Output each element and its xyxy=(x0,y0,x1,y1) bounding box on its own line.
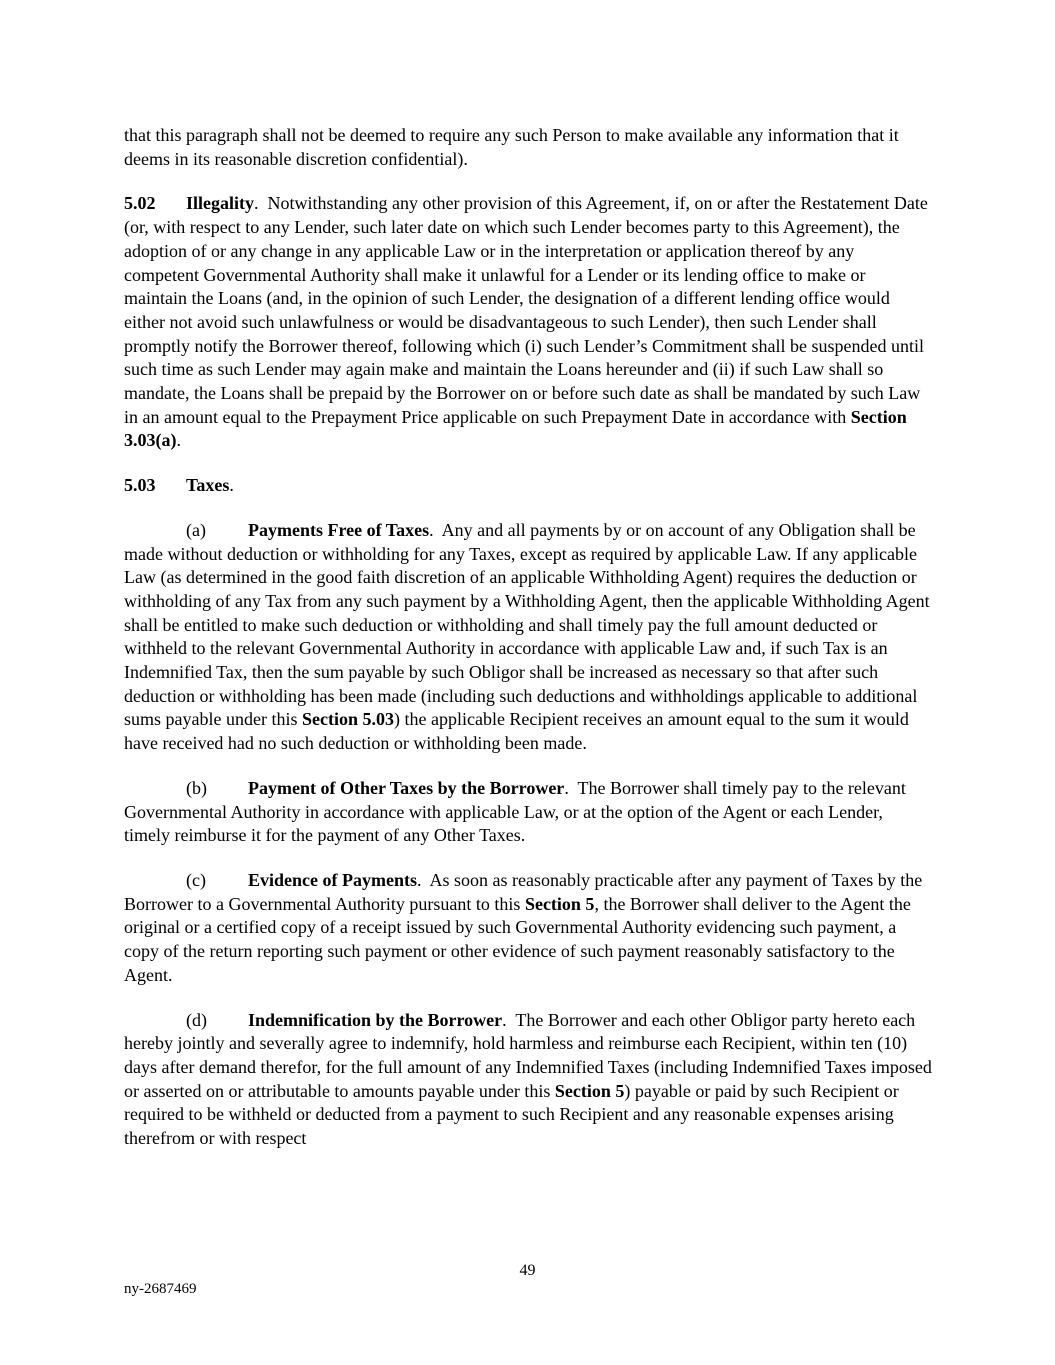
subsection-label: (d) xyxy=(186,1009,207,1030)
section-title: Illegality xyxy=(186,193,254,214)
subsection-d: (d) Indemnification by the Borrower. The Borrower and each other Obligor party hereto each hereby jointly and severally agree to indemnify, hold harmless and reimburse each Recipient, within ten (10) days after demand therefor, for the full amount of any Indemnified Taxes (including Indemnified Taxes imposed or asserted on or attributable to amounts payable under this Section 5) payable or paid by such Recipient or required to be withheld or deducted from a payment to such Recipient and any reasonable expenses arising therefrom or with respect xyxy=(124,1009,932,1149)
subsection-label: (a) xyxy=(186,519,206,540)
subsection-text-cont: ) payable or paid by such Recipient or required to be withheld or deducted from a payment to such Recipient and any reasonable expenses arising therefrom or with respect xyxy=(124,1080,899,1149)
section-5-03-heading: 5.03 Taxes. xyxy=(124,474,932,498)
subsection-text: Any and all payments by or on account of any Obligation shall be made without deduction or withholding for any Taxes, except as required by applicable Law. If any applicable Law (as determined in the good faith discretion of an applicable Withholding Agent) requires the deduction or withholding of any Tax from any such payment by a Withholding Agent, then the applicable Withholding Agent shall be entitled to make such deduction or withholding and shall timely pay the full amount deducted or withheld to the relevant Governmental Authority in accordance with applicable Law and, if such Tax is an Indemnified Tax, then the sum payable by such Obligor shall be increased as necessary so that after such deduction or withholding has been made (including such deductions and withholdings applicable to additional sums payable under this xyxy=(124,519,930,730)
subsection-b: (b) Payment of Other Taxes by the Borrower. The Borrower shall timely pay to the relevant Governmental Authority in accordance with applicable Law, or at the option of the Agent or each Lender, timely reimburse it for the payment of any Other Taxes. xyxy=(124,777,906,846)
subsection-text-cont: ) the applicable Recipient receives an amount equal to the sum it would have received had no such deduction or withholding been made. xyxy=(124,709,909,754)
subsection-title: Payment of Other Taxes by the Borrower xyxy=(248,777,565,798)
document-page xyxy=(124,124,932,1151)
subsection-title: Payments Free of Taxes xyxy=(248,519,430,540)
page-number: 49 xyxy=(519,1262,536,1279)
continuation-paragraph: that this paragraph shall not be deemed to require any such Person to make available any information that it deems in its reasonable discretion confidential). xyxy=(124,125,899,169)
section-number: 5.02 xyxy=(124,193,156,214)
section-title: Taxes xyxy=(186,475,230,496)
section-text: Notwithstanding any other provision of this Agreement, if, on or after the Restatement Date (or, with respect to any Lender, such later date on which such Lender becomes party to this Agreement), the adoption of or any change in any applicable Law or in the interpretation or application thereof by any competent Governmental Authority shall make it unlawful for a Lender or its lending office to make or maintain the Loans (and, in the opinion of such Lender, the designation of a different lending office would either not avoid such unlawfulness or would be disadvantageous to such Lender), then such Lender shall promptly notify the Borrower thereof, following which (i) such Lender’s Commitment shall be suspended until such time as such Lender may again make and maintain the Loans hereunder and (ii) if such Law shall so mandate, the Loans shall be prepaid by the Borrower on or before such date as shall be mandated by such Law in an amount equal to the Prepayment Price applicable on such Prepayment Date in accordance with xyxy=(124,193,928,427)
subsection-title: Evidence of Payments xyxy=(248,869,417,890)
document-id: ny-2687469 xyxy=(124,1281,197,1297)
subsection-label: (b) xyxy=(186,777,207,798)
section-reference: Section 5 xyxy=(524,893,595,914)
subsection-text: As soon as reasonably practicable after any payment of Taxes by the Borrower to a Governmental Authority pursuant to this xyxy=(124,869,923,914)
subsection-text: The Borrower shall timely pay to the relevant Governmental Authority in accordance with applicable Law, or at the option of the Agent or each Lender, timely reimburse it for the payment of any Other Taxes. xyxy=(124,777,906,846)
subsection-c: (c) Evidence of Payments. As soon as reasonably practicable after any payment of Taxes by the Borrower to a Governmental Authority pursuant to this Section 5, the Borrower shall deliver to the Agent the original or a certified copy of a receipt issued by such Governmental Authority evidencing such payment, a copy of the return reporting such payment or other evidence of such payment reasonably satisfactory to the Agent. xyxy=(124,869,923,985)
subsection-title: Indemnification by the Borrower xyxy=(248,1009,503,1030)
subsection-a: (a) Payments Free of Taxes. Any and all payments by or on account of any Obligation shall be made without deduction or withholding for any Taxes, except as required by applicable Law. If any applicable Law (as determined in the good faith discretion of an applicable Withholding Agent) requires the deduction or withholding of any Tax from any such payment by a Withholding Agent, then the applicable Withholding Agent shall be entitled to make such deduction or withholding and shall timely pay the full amount deducted or withheld to the relevant Governmental Authority in accordance with applicable Law and, if such Tax is an Indemnified Tax, then the sum payable by such Obligor shall be increased as necessary so that after such deduction or withholding has been made (including such deductions and withholdings applicable to additional sums payable under this Section 5.03) the applicable Recipient receives an amount equal to the sum it would have received had no such deduction or withholding been made. xyxy=(124,519,930,754)
section-reference: Section 5.03 xyxy=(301,709,394,730)
section-5-02: 5.02 Illegality. Notwithstanding any other provision of this Agreement, if, on or after the Restatement Date (or, with respect to any Lender, such later date on which such Lender becomes party to this Agreement), the adoption of or any change in any applicable Law or in the interpretation or application thereof by any competent Governmental Authority shall make it unlawful for a Lender or its lending office to make or maintain the Loans (and, in the opinion of such Lender, the designation of a different lending office would either not avoid such unlawfulness or would be disadvantageous to such Lender), then such Lender shall promptly notify the Borrower thereof, following which (i) such Lender’s Commitment shall be suspended until such time as such Lender may again make and maintain the Loans hereunder and (ii) if such Law shall so mandate, the Loans shall be prepaid by the Borrower on or before such date as shall be mandated by such Law in an amount equal to the Prepayment Price applicable on such Prepayment Date in accordance with Section 3.03(a). xyxy=(124,193,928,451)
subsection-label: (c) xyxy=(186,869,206,890)
section-reference: Section 5 xyxy=(554,1080,625,1101)
subsection-text: The Borrower and each other Obligor party hereto each hereby jointly and severally agree to indemnify, hold harmless and reimburse each Recipient, within ten (10) days after demand therefor, for the full amount of any Indemnified Taxes (including Indemnified Taxes imposed or asserted on or attributable to amounts payable under this xyxy=(124,1009,932,1101)
section-number: 5.03 xyxy=(124,475,156,496)
subsection-text-cont: , the Borrower shall deliver to the Agent the original or a certified copy of a receipt issued by such Governmental Authority evidencing such payment, a copy of the return reporting such payment or other evidence of such payment reasonably satisfactory to the Agent. xyxy=(124,893,911,985)
section-reference: Section 3.03(a) xyxy=(124,406,907,451)
